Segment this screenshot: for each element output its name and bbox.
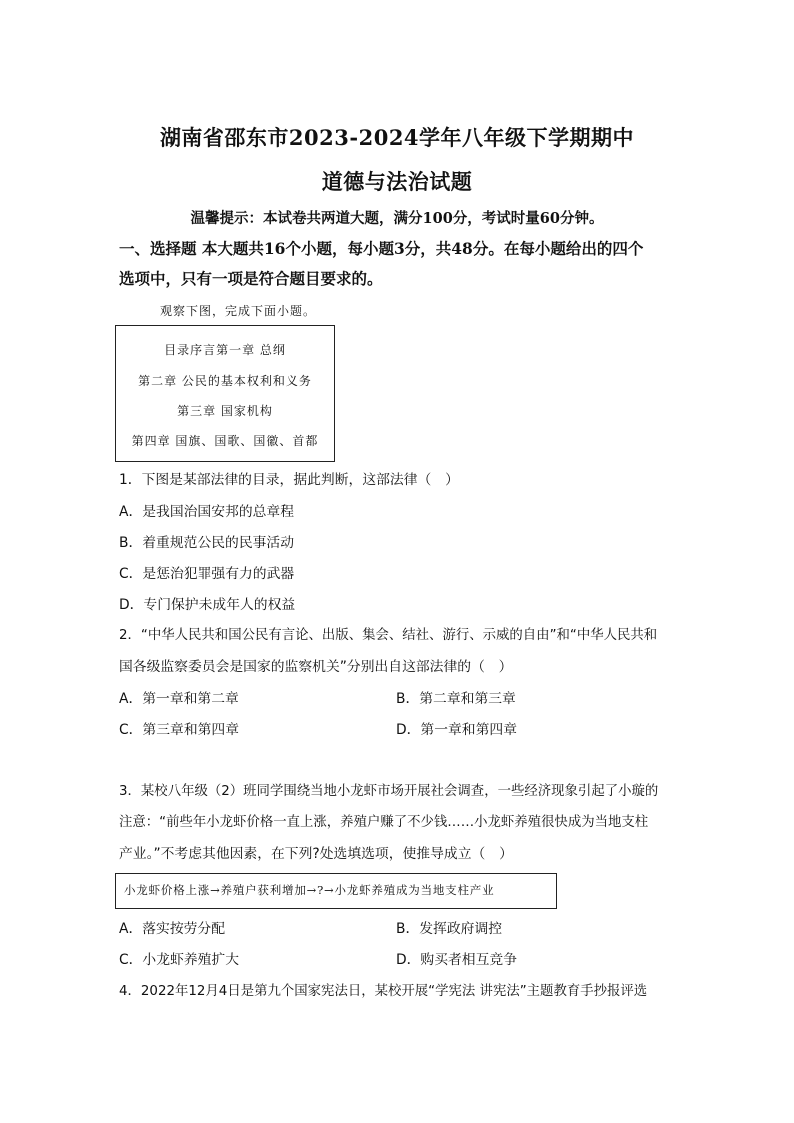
instruction-note: 观察下图，完成下面小题。 [160,304,317,318]
contents-line: 第二章 公民的基本权利和义务 [138,374,312,388]
question-2-option-b: B．第二章和第三章 [396,691,516,707]
question-1-option-d: D．专门保护未成年人的权益 [119,597,296,613]
question-1-option-a: A．是我国治国安邦的总章程 [119,504,294,520]
question-3-stem-line-1: 3．某校八年级（2）班同学围绕当地小龙虾市场开展社会调查，一些经济现象引起了小璇的 [119,784,659,799]
question-3-option-d: D．购买者相互竞争 [396,952,517,968]
question-3-stem-line-2: 注意：“前些年小龙虾价格一直上涨，养殖户赚了不少钱……小龙虾养殖很快成为当地支柱 [119,815,649,830]
question-1-stem: 1．下图是某部法律的目录，据此判断，这部法律（ ） [119,472,459,488]
question-2-option-a: A．第一章和第二章 [119,691,239,707]
question-4-stem-line-1: 4．2022年12月4日是第九个国家宪法日，某校开展“学宪法 讲宪法”主题教育手抄报评选 [119,984,648,999]
section-heading-line-2: 选项中，只有一项是符合题目要求的。 [119,269,383,288]
reasoning-chain-text: 小龙虾价格上涨→养殖户获利增加→?→小龙虾养殖成为当地支柱产业 [124,883,495,897]
document-title-line-1: 湖南省邵东市2023-2024学年八年级下学期期中 [159,125,635,150]
question-3-option-a: A．落实按劳分配 [119,921,226,937]
question-3-stem-line-3: 产业。”不考虑其他因素，在下列?处选填选项，使推导成立（ ） [119,846,513,862]
question-1-option-c: C．是惩治犯罪强有力的武器 [119,566,295,582]
contents-box [115,325,335,462]
document-title-line-2: 道德与法治试题 [321,169,473,194]
reasoning-chain-box [115,873,557,909]
contents-line: 目录序言第一章 总纲 [164,343,286,357]
question-2-stem-line-1: 2．“中华人民共和国公民有言论、出版、集会、结社、游行、示威的自由”和“中华人民共和 [119,628,658,643]
question-1-option-b: B．着重规范公民的民事活动 [119,535,295,551]
exam-tip: 温馨提示：本试卷共两道大题，满分100分，考试时量60分钟。 [190,210,604,227]
contents-line: 第四章 国旗、国歌、国徽、首都 [131,434,319,448]
question-2-stem-line-2: 国各级监察委员会是国家的监察机关”分别出自这部法律的（ ） [119,659,513,675]
question-2-option-c: C．第三章和第四章 [119,722,240,738]
contents-line: 第三章 国家机构 [177,404,273,418]
question-3-option-c: C．小龙虾养殖扩大 [119,952,240,968]
question-3-option-b: B．发挥政府调控 [396,921,503,937]
section-heading-line-1: 一、选择题 本大题共16个小题，每小题3分，共48分。在每小题给出的四个 [119,239,644,258]
question-2-option-d: D．第一章和第四章 [396,722,517,738]
